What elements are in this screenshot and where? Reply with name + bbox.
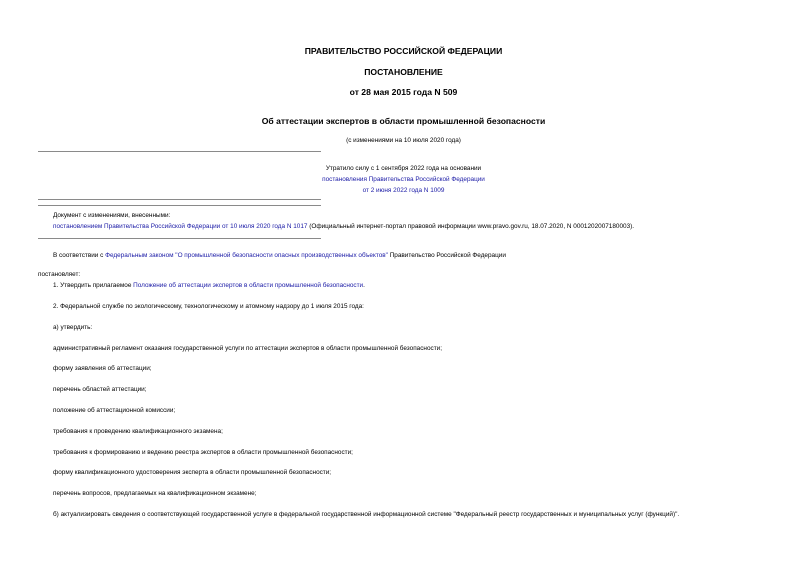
expired-note-link1[interactable]: постановления Правительства Российской Федерации bbox=[322, 176, 485, 183]
preamble-prefix: В соответствии с bbox=[53, 252, 106, 259]
preamble-suffix: Правительство Российской Федерации bbox=[387, 252, 506, 259]
divider-line bbox=[38, 151, 321, 152]
changes-line bbox=[53, 223, 634, 230]
federal-law-link[interactable]: Федеральным законом "О промышленной безопасности опасных производственных объектов" bbox=[105, 252, 388, 259]
paragraph: форму заявления об аттестации; bbox=[53, 365, 152, 372]
paragraph: административный регламент оказания государственной услуги по аттестации экспертов в области промышленной безопасности; bbox=[53, 345, 442, 352]
revision-note: (с изменениями на 10 июля 2020 года) bbox=[346, 137, 461, 144]
changes-source: (Официальный интернет-портал правовой информации www.pravo.gov.ru, 18.07.2020, N 0001202007180003). bbox=[307, 223, 635, 230]
paragraph: положение об аттестационной комиссии; bbox=[53, 407, 176, 414]
regulation-link[interactable]: Положение об аттестации экспертов в области промышленной безопасности bbox=[133, 282, 364, 289]
item-2: 2. Федеральной службе по экологическому, технологическому и атомному надзору до 1 июля 2015 года: bbox=[53, 303, 364, 310]
item-1-suffix: . bbox=[363, 282, 365, 289]
item-1 bbox=[53, 282, 365, 289]
expired-note-link2[interactable]: от 2 июня 2022 года N 1009 bbox=[362, 187, 445, 194]
item-a: а) утвердить: bbox=[53, 324, 93, 331]
document-title: Об аттестации экспертов в области промышленной безопасности bbox=[261, 116, 546, 126]
divider-line bbox=[38, 199, 321, 200]
paragraph: форму квалификационного удостоверения эксперта в области промышленной безопасности; bbox=[53, 469, 332, 476]
paragraph: перечень областей аттестации; bbox=[53, 386, 147, 393]
divider-line bbox=[38, 238, 321, 239]
document-type: ПОСТАНОВЛЕНИЕ bbox=[364, 67, 443, 77]
item-b: б) актуализировать сведения о соответствующей государственной услуге в федеральной государственной информационной системе "Федеральный реестр государственных и муниципальных услуг (функций)". bbox=[53, 511, 680, 518]
preamble bbox=[53, 252, 506, 259]
changes-link[interactable]: постановлением Правительства Российской Федерации от 10 июля 2020 года N 1017 bbox=[53, 223, 308, 230]
government-heading: ПРАВИТЕЛЬСТВО РОССИЙСКОЙ ФЕДЕРАЦИИ bbox=[304, 46, 503, 56]
divider-line bbox=[38, 205, 321, 206]
document-date-number: от 28 мая 2015 года N 509 bbox=[349, 87, 458, 97]
decrees-word: постановляет: bbox=[38, 271, 81, 278]
item-1-prefix: 1. Утвердить прилагаемое bbox=[53, 282, 134, 289]
expired-note-line1: Утратило силу с 1 сентября 2022 года на основании bbox=[325, 165, 482, 172]
changes-label: Документ с изменениями, внесенными: bbox=[53, 212, 171, 219]
paragraph: требования к проведению квалификационного экзамена; bbox=[53, 428, 223, 435]
paragraph: требования к формированию и ведению реестра экспертов в области промышленной безопасности; bbox=[53, 449, 353, 456]
paragraph: перечень вопросов, предлагаемых на квалификационном экзамене; bbox=[53, 490, 257, 497]
